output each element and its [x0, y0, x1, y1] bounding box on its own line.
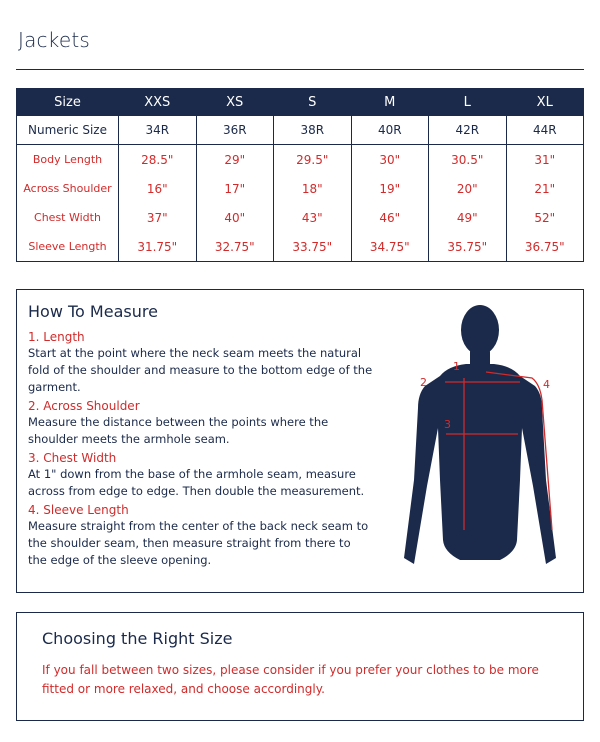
measure-step: [28, 329, 373, 396]
table-row: [17, 145, 584, 175]
header-cell: L: [429, 89, 507, 116]
table-cell: 52": [506, 203, 584, 232]
table-cell: 43": [274, 203, 352, 232]
table-cell: 35.75": [429, 232, 507, 262]
step-text: Measure straight from the center of the back neck seam to the shoulder seam, then measure straight from there to the edge of the sleeve opening.: [28, 519, 369, 567]
choosing-size-text: If you fall between two sizes, please consider if you prefer your clothes to be more fitted or more relaxed, and choose accordingly.: [42, 663, 539, 696]
table-cell: 36R: [196, 116, 274, 145]
table-cell: 42R: [429, 116, 507, 145]
step-title: 4. Sleeve Length: [28, 503, 129, 517]
table-cell: 31": [506, 145, 584, 175]
title-divider: [16, 69, 584, 70]
table-cell: 40": [196, 203, 274, 232]
step-title: 1. Length: [28, 330, 85, 344]
table-cell: 46": [351, 203, 429, 232]
table-cell: 19": [351, 174, 429, 203]
table-cell: 34R: [119, 116, 197, 145]
table-cell: Across Shoulder: [17, 174, 119, 203]
table-cell: 21": [506, 174, 584, 203]
choosing-size-title: Choosing the Right Size: [42, 629, 233, 648]
how-to-measure-title: How To Measure: [28, 302, 158, 321]
table-cell: 30": [351, 145, 429, 175]
header-cell: S: [274, 89, 352, 116]
measure-steps: [28, 327, 373, 570]
header-cell: M: [351, 89, 429, 116]
table-row-numeric-size: [17, 116, 584, 145]
table-cell: Body Length: [17, 145, 119, 175]
table-cell: Sleeve Length: [17, 232, 119, 262]
table-row: [17, 232, 584, 262]
header-cell: XL: [506, 89, 584, 116]
header-cell: XXS: [119, 89, 197, 116]
table-cell: 33.75": [274, 232, 352, 262]
step-title: 3. Chest Width: [28, 451, 117, 465]
table-cell: 36.75": [506, 232, 584, 262]
measure-step: [28, 450, 373, 500]
step-text: At 1" down from the base of the armhole seam, measure across from edge to edge. Then double the measurement.: [28, 467, 365, 498]
table-cell: 34.75": [351, 232, 429, 262]
table-cell: 18": [274, 174, 352, 203]
table-cell: 30.5": [429, 145, 507, 175]
table-cell: 40R: [351, 116, 429, 145]
table-cell: 32.75": [196, 232, 274, 262]
table-cell: 29": [196, 145, 274, 175]
table-header-row: [17, 89, 584, 116]
step-text: Start at the point where the neck seam meets the natural fold of the shoulder and measure to the bottom edge of the garment.: [28, 346, 373, 394]
table-cell: Chest Width: [17, 203, 119, 232]
header-cell: Size: [17, 89, 119, 116]
figure-label-chest: 3: [444, 418, 451, 431]
measure-step: [28, 502, 373, 569]
figure-label-length: 1: [453, 360, 460, 373]
choosing-size-panel: [16, 612, 584, 721]
size-chart-table: [16, 88, 584, 262]
table-cell: 17": [196, 174, 274, 203]
measure-step: [28, 398, 373, 448]
table-cell: Numeric Size: [17, 116, 119, 145]
how-to-measure-panel: [16, 289, 584, 593]
figure-label-shoulder: 2: [420, 376, 427, 389]
table-cell: 31.75": [119, 232, 197, 262]
step-title: 2. Across Shoulder: [28, 399, 140, 413]
table-row: [17, 203, 584, 232]
table-cell: 20": [429, 174, 507, 203]
table-cell: 49": [429, 203, 507, 232]
body-measurement-figure: [400, 290, 583, 590]
table-cell: 38R: [274, 116, 352, 145]
table-cell: 29.5": [274, 145, 352, 175]
page-title: Jackets: [18, 28, 90, 52]
step-text: Measure the distance between the points where the shoulder meets the armhole seam.: [28, 415, 329, 446]
table-cell: 28.5": [119, 145, 197, 175]
table-cell: 37": [119, 203, 197, 232]
table-cell: 44R: [506, 116, 584, 145]
figure-label-sleeve: 4: [543, 378, 550, 391]
table-cell: 16": [119, 174, 197, 203]
header-cell: XS: [196, 89, 274, 116]
table-row: [17, 174, 584, 203]
